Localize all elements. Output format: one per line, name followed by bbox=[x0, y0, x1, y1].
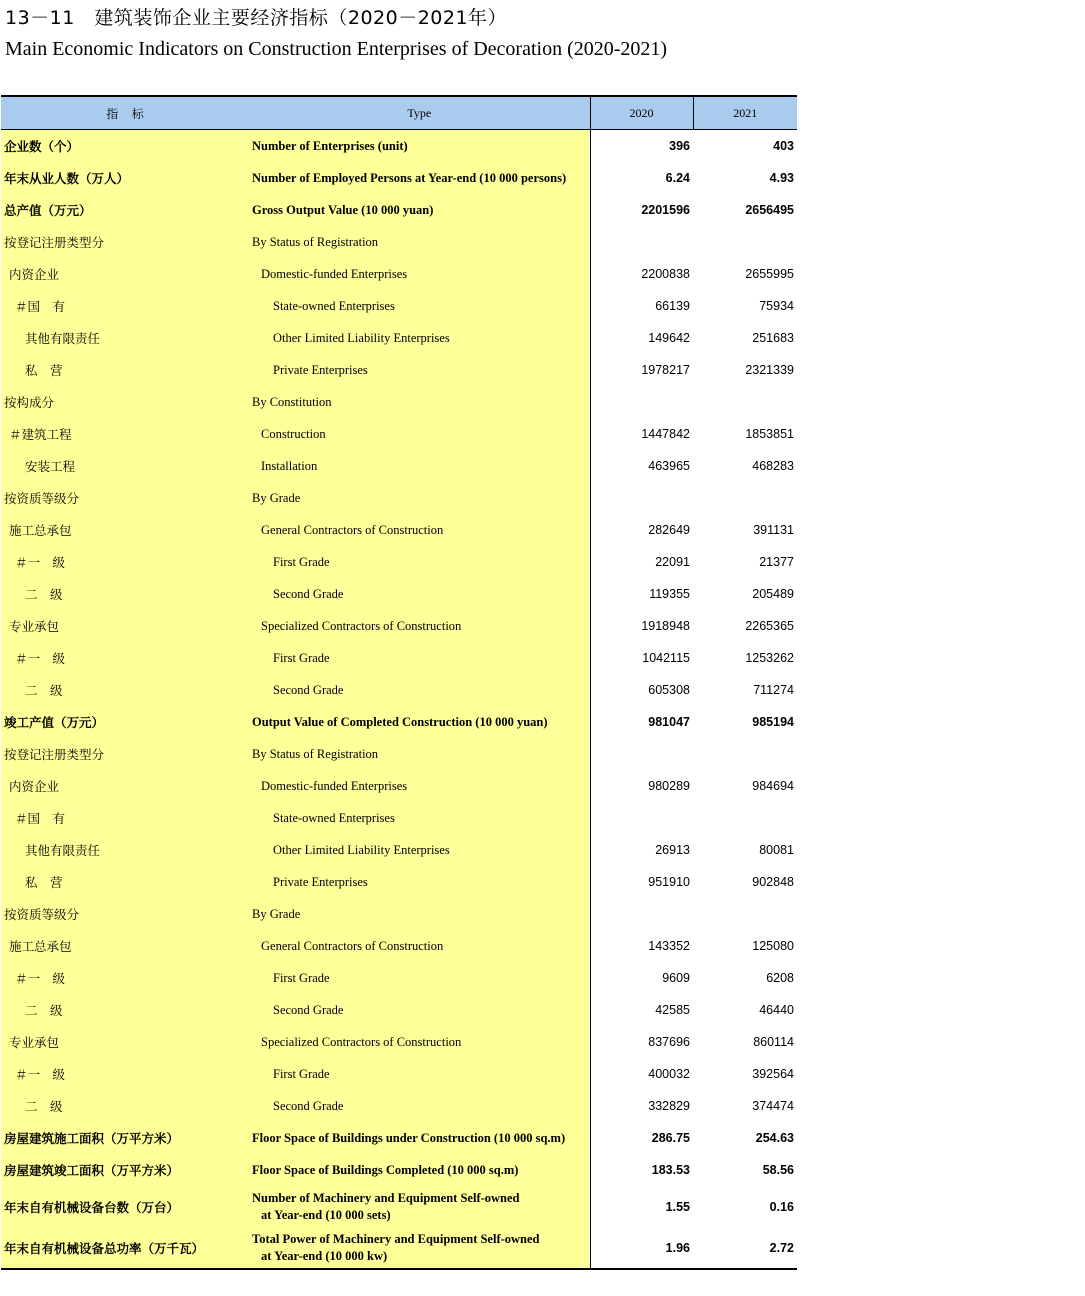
value-2020 bbox=[590, 482, 693, 514]
row-label-cn: 二 级 bbox=[1, 1090, 249, 1122]
table-title-chinese: 13－11 建筑装饰企业主要经济指标（2020－2021年） bbox=[5, 7, 508, 29]
value-2020: 42585 bbox=[590, 994, 693, 1026]
value-2021: 711274 bbox=[753, 683, 794, 697]
row-label-cn: 按资质等级分 bbox=[1, 898, 249, 930]
value-2021: 251683 bbox=[752, 331, 794, 345]
row-label-cn: 房屋建筑竣工面积（万平方米） bbox=[1, 1154, 249, 1186]
table-row bbox=[1, 834, 797, 866]
value-2020 bbox=[590, 386, 693, 418]
header-type: Type bbox=[249, 96, 590, 130]
value-2021: 2265365 bbox=[745, 619, 794, 633]
value-2021: 392564 bbox=[752, 1067, 794, 1081]
header-indicator-cn: 指 标 bbox=[1, 96, 249, 130]
row-label-en: First Grade bbox=[249, 546, 590, 578]
row-label-en: State-owned Enterprises bbox=[249, 802, 590, 834]
table-row bbox=[1, 258, 797, 290]
row-label-en: Installation bbox=[249, 450, 590, 482]
row-label-en-line1: Number of Machinery and Equipment Self-owned bbox=[252, 1190, 520, 1205]
table-row bbox=[1, 322, 797, 354]
row-label-cn: 其他有限责任 bbox=[1, 834, 249, 866]
value-2021: 2.72 bbox=[693, 1227, 797, 1269]
value-2020: 26913 bbox=[590, 834, 693, 866]
table-row bbox=[1, 450, 797, 482]
row-label-cn: 按构成分 bbox=[1, 386, 249, 418]
value-2021: 2321339 bbox=[745, 363, 794, 377]
row-label-en: Second Grade bbox=[249, 674, 590, 706]
row-label-en: Output Value of Completed Construction (10 000 yuan) bbox=[249, 706, 590, 738]
row-label-cn: 年末自有机械设备总功率（万千瓦） bbox=[1, 1227, 249, 1269]
value-2020: 1447842 bbox=[590, 418, 693, 450]
row-label-cn: 其他有限责任 bbox=[1, 322, 249, 354]
value-2020: 9609 bbox=[590, 962, 693, 994]
row-label-en: Private Enterprises bbox=[249, 354, 590, 386]
row-label-en: By Grade bbox=[249, 898, 590, 930]
row-label-en: General Contractors of Construction bbox=[249, 930, 590, 962]
row-label-cn: 安装工程 bbox=[1, 450, 249, 482]
table-row bbox=[1, 386, 797, 418]
row-label-cn: 竣工产值（万元） bbox=[1, 706, 249, 738]
value-2021: 58.56 bbox=[762, 1163, 794, 1177]
row-label-cn: 按登记注册类型分 bbox=[1, 738, 249, 770]
row-label-cn: 私 营 bbox=[1, 354, 249, 386]
value-2020: 66139 bbox=[590, 290, 693, 322]
value-2020: 1978217 bbox=[590, 354, 693, 386]
table-row bbox=[1, 482, 797, 514]
value-2020: 837696 bbox=[590, 1026, 693, 1058]
row-label-en: Second Grade bbox=[249, 578, 590, 610]
table-row bbox=[1, 354, 797, 386]
value-2020 bbox=[590, 898, 693, 930]
row-label-en: Other Limited Liability Enterprises bbox=[249, 834, 590, 866]
row-label-cn: ＃建筑工程 bbox=[1, 418, 249, 450]
value-2021: 374474 bbox=[752, 1099, 794, 1113]
row-label-cn: 施工总承包 bbox=[1, 514, 249, 546]
value-2021: 125080 bbox=[752, 939, 794, 953]
table-row bbox=[1, 1026, 797, 1058]
value-2021: 21377 bbox=[759, 555, 794, 569]
row-label-en: Floor Space of Buildings under Construction (10 000 sq.m) bbox=[249, 1122, 590, 1154]
value-2020: 951910 bbox=[590, 866, 693, 898]
value-2021 bbox=[693, 738, 797, 770]
table-row bbox=[1, 1186, 797, 1227]
value-2021: 0.16 bbox=[769, 1199, 794, 1214]
header-year-2021: 2021 bbox=[693, 96, 797, 130]
table-row bbox=[1, 546, 797, 578]
value-2021: 6208 bbox=[766, 971, 794, 985]
row-label-en-line2: at Year-end (10 000 sets) bbox=[261, 1207, 391, 1222]
table-row bbox=[1, 418, 797, 450]
value-2021: 254.63 bbox=[755, 1131, 794, 1145]
table-row bbox=[1, 1058, 797, 1090]
table-row bbox=[1, 674, 797, 706]
table-row bbox=[1, 1227, 797, 1269]
value-2021: 2655995 bbox=[745, 267, 794, 281]
row-label-cn: ＃国 有 bbox=[1, 802, 249, 834]
row-label-cn: 专业承包 bbox=[1, 610, 249, 642]
value-2020: 1.55 bbox=[590, 1186, 693, 1227]
table-row bbox=[1, 962, 797, 994]
row-label-cn: 施工总承包 bbox=[1, 930, 249, 962]
table-row bbox=[1, 802, 797, 834]
value-2020: 183.53 bbox=[590, 1154, 693, 1186]
value-2020: 1.96 bbox=[590, 1227, 693, 1269]
value-2020: 149642 bbox=[590, 322, 693, 354]
table-row bbox=[1, 898, 797, 930]
row-label-en: Domestic-funded Enterprises bbox=[249, 258, 590, 290]
table-row bbox=[1, 290, 797, 322]
table-row bbox=[1, 610, 797, 642]
indicators-table bbox=[1, 95, 797, 1270]
row-label-en bbox=[249, 1186, 590, 1227]
row-label-en: State-owned Enterprises bbox=[249, 290, 590, 322]
value-2020: 332829 bbox=[590, 1090, 693, 1122]
row-label-cn: 内资企业 bbox=[1, 770, 249, 802]
row-label-cn: 房屋建筑施工面积（万平方米） bbox=[1, 1122, 249, 1154]
row-label-en: General Contractors of Construction bbox=[249, 514, 590, 546]
value-2020: 980289 bbox=[590, 770, 693, 802]
table-row bbox=[1, 1122, 797, 1154]
row-label-en: Number of Enterprises (unit) bbox=[249, 130, 590, 163]
value-2021: 391131 bbox=[753, 523, 794, 537]
row-label-en: Specialized Contractors of Construction bbox=[249, 1026, 590, 1058]
row-label-en: Second Grade bbox=[249, 994, 590, 1026]
row-label-cn: ＃一 级 bbox=[1, 642, 249, 674]
value-2021: 4.93 bbox=[769, 171, 794, 185]
value-2020: 6.24 bbox=[590, 162, 693, 194]
row-label-en: By Status of Registration bbox=[249, 226, 590, 258]
row-label-en: Second Grade bbox=[249, 1090, 590, 1122]
value-2021: 403 bbox=[773, 139, 794, 153]
value-2020: 143352 bbox=[590, 930, 693, 962]
value-2021 bbox=[693, 898, 797, 930]
value-2020: 22091 bbox=[590, 546, 693, 578]
value-2021 bbox=[693, 802, 797, 834]
value-2020: 1918948 bbox=[590, 610, 693, 642]
value-2020 bbox=[590, 738, 693, 770]
table-row bbox=[1, 866, 797, 898]
table-row bbox=[1, 226, 797, 258]
value-2020: 2201596 bbox=[590, 194, 693, 226]
value-2020: 981047 bbox=[590, 706, 693, 738]
table-row bbox=[1, 930, 797, 962]
value-2021: 2656495 bbox=[745, 203, 794, 217]
value-2021: 985194 bbox=[752, 715, 794, 729]
row-label-en-line1: Total Power of Machinery and Equipment Self-owned bbox=[252, 1231, 540, 1246]
table-row bbox=[1, 738, 797, 770]
value-2021: 46440 bbox=[759, 1003, 794, 1017]
value-2021: 80081 bbox=[759, 843, 794, 857]
row-label-en: Specialized Contractors of Construction bbox=[249, 610, 590, 642]
value-2021 bbox=[693, 226, 797, 258]
value-2020 bbox=[590, 226, 693, 258]
value-2020: 1042115 bbox=[590, 642, 693, 674]
row-label-cn: 二 级 bbox=[1, 674, 249, 706]
row-label-cn: 总产值（万元） bbox=[1, 194, 249, 226]
row-label-cn: 企业数（个） bbox=[1, 130, 249, 163]
row-label-cn: 私 营 bbox=[1, 866, 249, 898]
value-2021 bbox=[693, 482, 797, 514]
row-label-en: By Constitution bbox=[249, 386, 590, 418]
row-label-cn: 内资企业 bbox=[1, 258, 249, 290]
row-label-cn: 按登记注册类型分 bbox=[1, 226, 249, 258]
row-label-cn: 二 级 bbox=[1, 578, 249, 610]
value-2020: 119355 bbox=[590, 578, 693, 610]
row-label-en-line2: at Year-end (10 000 kw) bbox=[261, 1248, 388, 1263]
table-row bbox=[1, 994, 797, 1026]
row-label-en: First Grade bbox=[249, 962, 590, 994]
row-label-en bbox=[249, 1227, 590, 1269]
value-2020: 2200838 bbox=[590, 258, 693, 290]
row-label-cn: 年末自有机械设备台数（万台） bbox=[1, 1186, 249, 1227]
table-row bbox=[1, 706, 797, 738]
row-label-en: By Grade bbox=[249, 482, 590, 514]
table-title-english: Main Economic Indicators on Construction Enterprises of Decoration (2020-2021) bbox=[5, 38, 668, 60]
row-label-en: Domestic-funded Enterprises bbox=[249, 770, 590, 802]
row-label-cn: ＃一 级 bbox=[1, 1058, 249, 1090]
table-header-row bbox=[1, 96, 797, 130]
row-label-cn: 年末从业人数（万人） bbox=[1, 162, 249, 194]
row-label-cn: 二 级 bbox=[1, 994, 249, 1026]
value-2020: 400032 bbox=[590, 1058, 693, 1090]
value-2020: 282649 bbox=[590, 514, 693, 546]
value-2021 bbox=[693, 386, 797, 418]
row-label-en: Construction bbox=[249, 418, 590, 450]
value-2021: 75934 bbox=[759, 299, 794, 313]
value-2021: 468283 bbox=[752, 459, 794, 473]
value-2021: 984694 bbox=[752, 779, 794, 793]
value-2021: 1253262 bbox=[745, 651, 794, 665]
value-2020 bbox=[590, 802, 693, 834]
row-label-en: Floor Space of Buildings Completed (10 000 sq.m) bbox=[249, 1154, 590, 1186]
row-label-en: First Grade bbox=[249, 1058, 590, 1090]
value-2020: 605308 bbox=[590, 674, 693, 706]
table-row bbox=[1, 642, 797, 674]
table-row bbox=[1, 578, 797, 610]
row-label-cn: ＃国 有 bbox=[1, 290, 249, 322]
value-2021: 902848 bbox=[752, 875, 794, 889]
row-label-cn: ＃一 级 bbox=[1, 962, 249, 994]
value-2021: 1853851 bbox=[745, 427, 794, 441]
value-2020: 286.75 bbox=[590, 1122, 693, 1154]
table-row bbox=[1, 194, 797, 226]
row-label-cn: 按资质等级分 bbox=[1, 482, 249, 514]
value-2021: 860114 bbox=[753, 1035, 794, 1049]
value-2020: 396 bbox=[590, 130, 693, 163]
table-row bbox=[1, 130, 797, 163]
table-row bbox=[1, 514, 797, 546]
row-label-cn: ＃一 级 bbox=[1, 546, 249, 578]
header-year-2020: 2020 bbox=[590, 96, 693, 130]
row-label-en: Number of Employed Persons at Year-end (10 000 persons) bbox=[249, 162, 590, 194]
table-row bbox=[1, 770, 797, 802]
row-label-en: By Status of Registration bbox=[249, 738, 590, 770]
row-label-en: First Grade bbox=[249, 642, 590, 674]
value-2020: 463965 bbox=[590, 450, 693, 482]
row-label-en: Gross Output Value (10 000 yuan) bbox=[249, 194, 590, 226]
row-label-cn: 专业承包 bbox=[1, 1026, 249, 1058]
table-row bbox=[1, 1154, 797, 1186]
value-2021: 205489 bbox=[752, 587, 794, 601]
row-label-en: Other Limited Liability Enterprises bbox=[249, 322, 590, 354]
table-row bbox=[1, 162, 797, 194]
table-row bbox=[1, 1090, 797, 1122]
row-label-en: Private Enterprises bbox=[249, 866, 590, 898]
